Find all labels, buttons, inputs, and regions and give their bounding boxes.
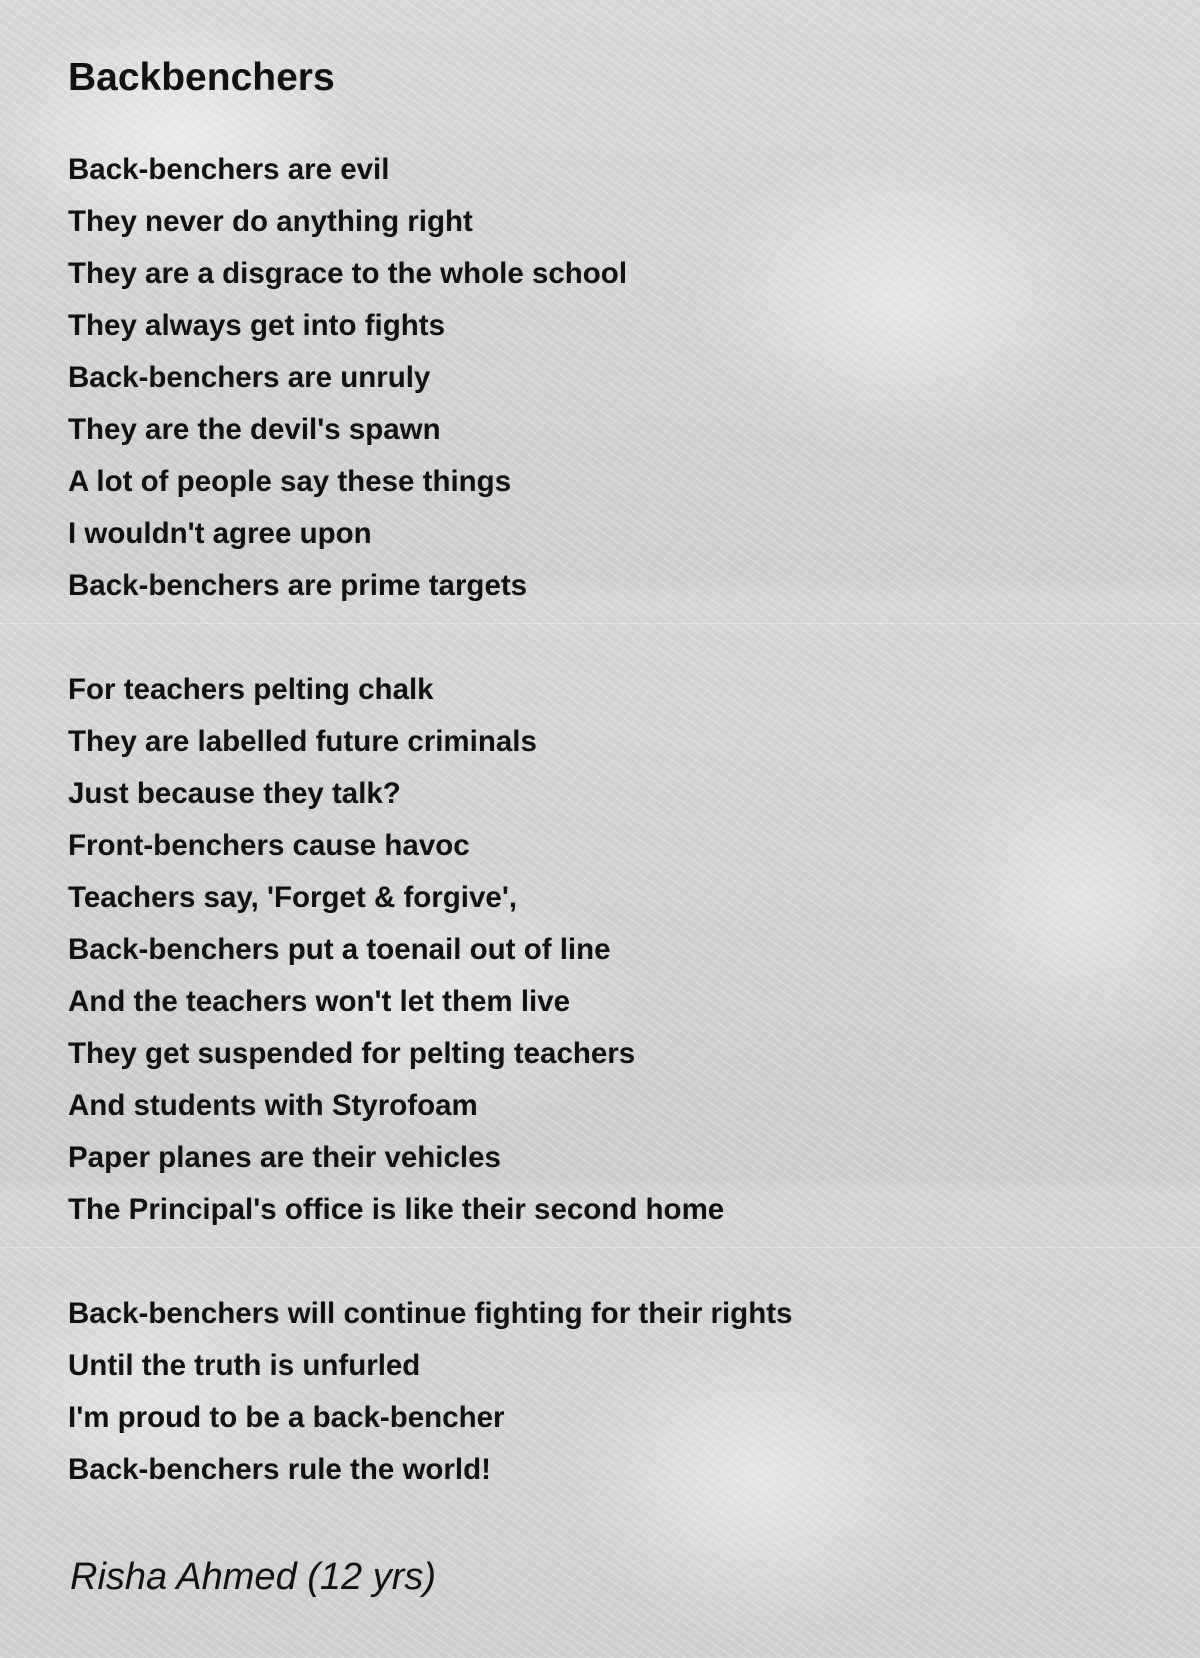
poem-line: They always get into fights (68, 309, 446, 342)
stanza-1 (68, 144, 1148, 612)
poem-line: And students with Styrofoam (68, 1089, 478, 1122)
stanza-3 (68, 1288, 1148, 1496)
poem-line: Back-benchers put a toenail out of line (68, 933, 611, 966)
poem-line: The Principal's office is like their second home (68, 1193, 725, 1226)
poem-line: And the teachers won't let them live (68, 985, 571, 1018)
poem-line: A lot of people say these things (68, 465, 512, 498)
poem-title: Backbenchers (68, 56, 335, 99)
poem-line: They are a disgrace to the whole school (68, 257, 628, 290)
poem-line: Paper planes are their vehicles (68, 1141, 501, 1174)
poem-author: Risha Ahmed (12 yrs) (70, 1556, 437, 1598)
poem-line: They are labelled future criminals (68, 725, 537, 758)
poem-line: Just because they talk? (68, 777, 401, 810)
poem-line: Back-benchers are prime targets (68, 569, 528, 602)
poem-line: Until the truth is unfurled (68, 1349, 421, 1382)
poem-line: I'm proud to be a back-bencher (68, 1401, 505, 1434)
poem-line: Back-benchers are unruly (68, 361, 431, 394)
poem-line: Teachers say, 'Forget & forgive', (68, 881, 518, 914)
poem-line: Front-benchers cause havoc (68, 829, 470, 862)
poem (68, 48, 1148, 1496)
poem-line: Back-benchers rule the world! (68, 1453, 491, 1486)
poem-line: Back-benchers will continue fighting for their rights (68, 1297, 793, 1330)
poem-line: They get suspended for pelting teachers (68, 1037, 636, 1070)
poem-line: They are the devil's spawn (68, 413, 441, 446)
poem-line: I wouldn't agree upon (68, 517, 372, 550)
poem-line: For teachers pelting chalk (68, 673, 434, 706)
poem-line: Back-benchers are evil (68, 153, 390, 186)
stanza-2 (68, 664, 1148, 1236)
poem-line: They never do anything right (68, 205, 473, 238)
